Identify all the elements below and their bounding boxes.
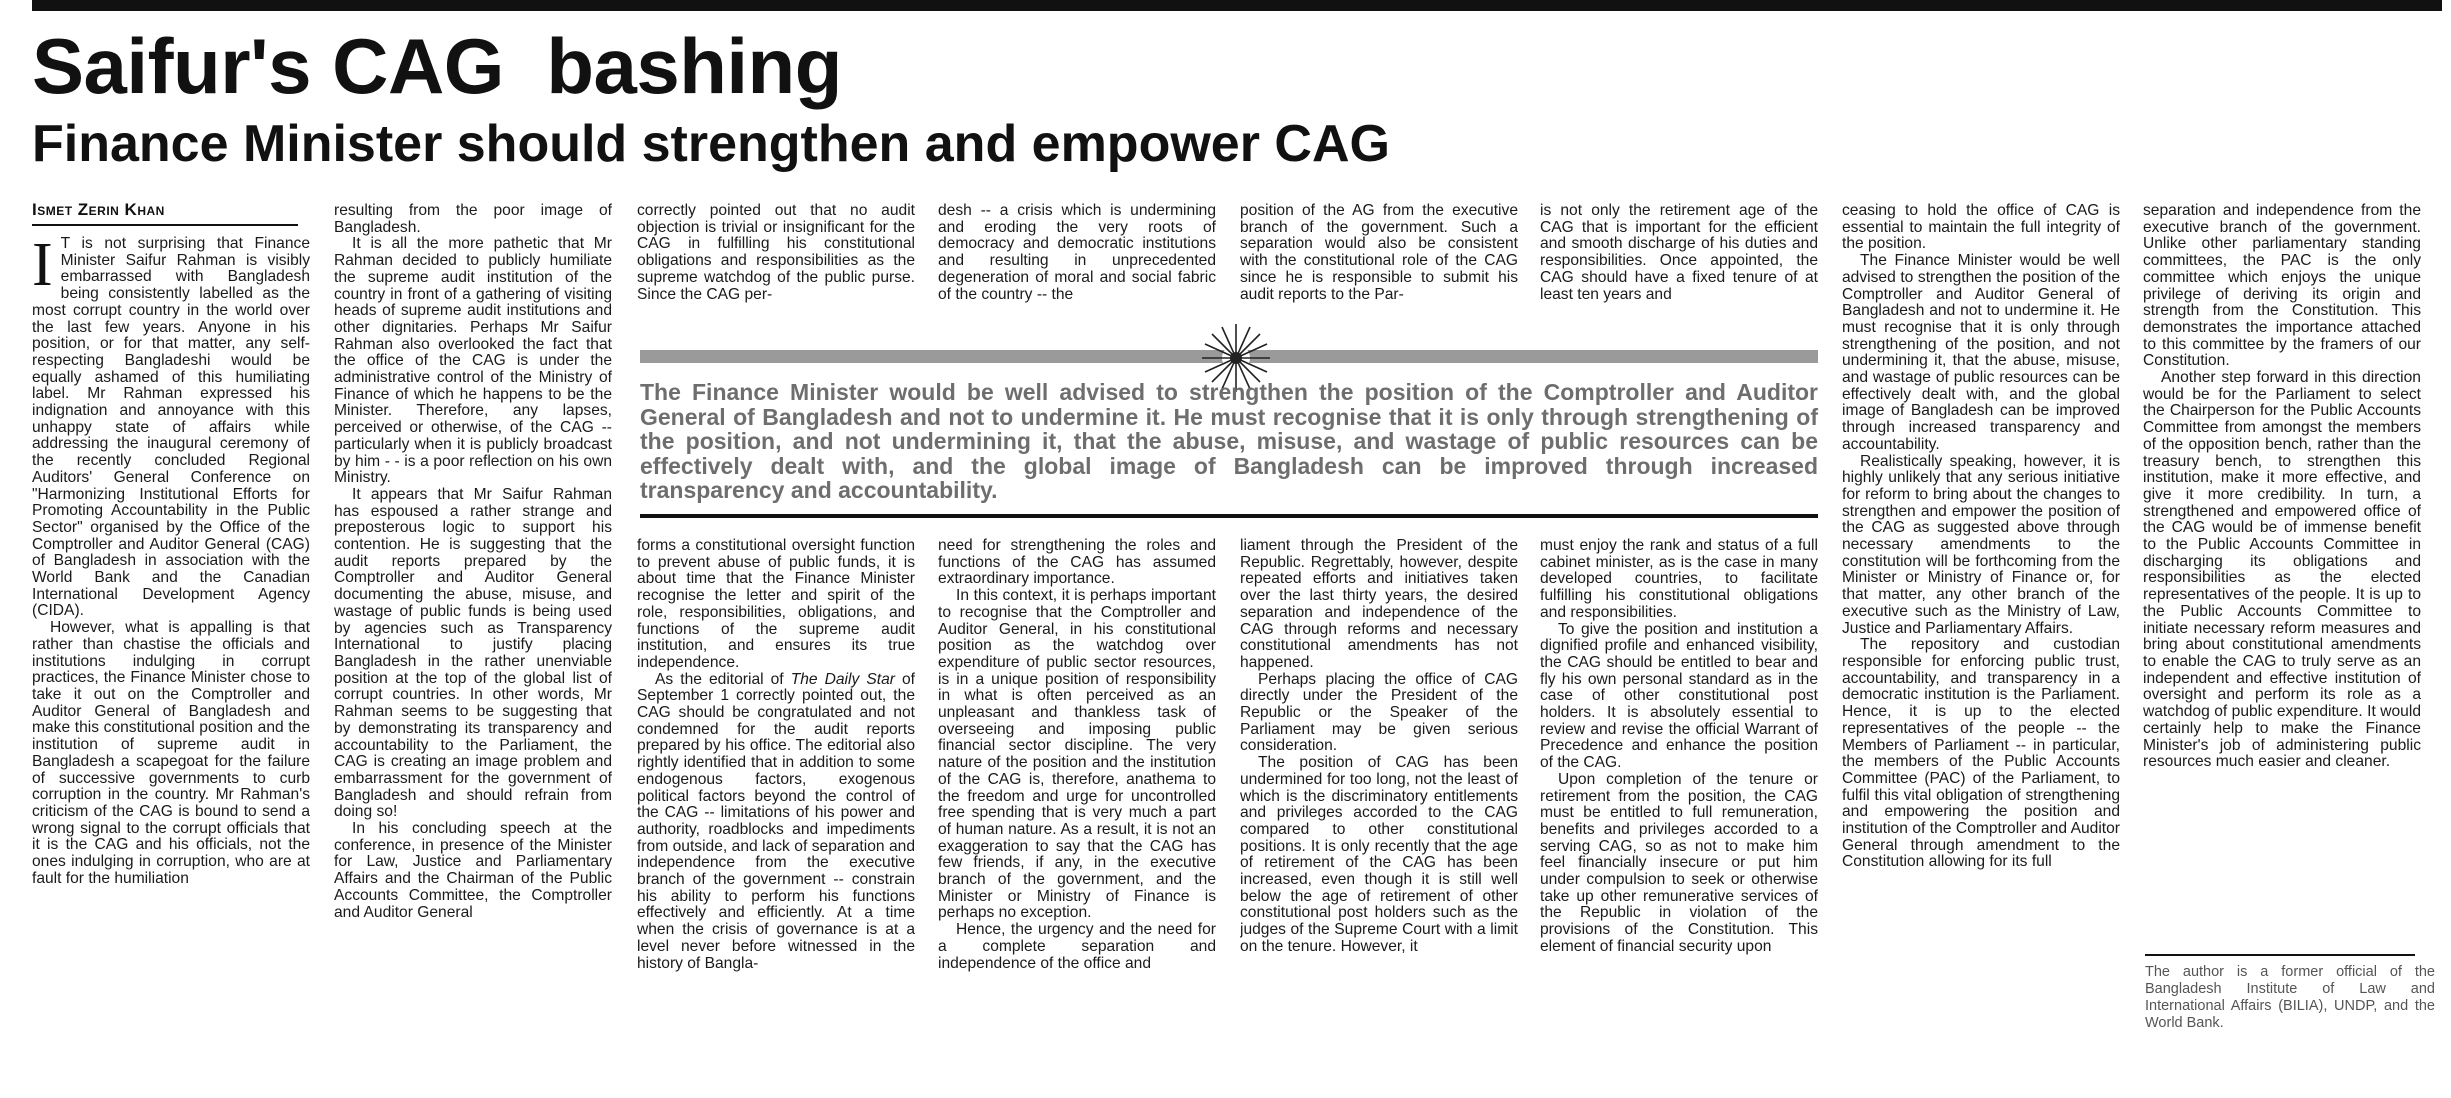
column-6-top [1540,203,1818,323]
paragraph: Perhaps placing the office of CAG directly under the President of the Republic or the Speaker of the Parliament may be given serious consideration. [1240,670,1518,755]
paragraph [32,236,310,620]
paragraph-text: of September 1 correctly pointed out, the CAG should be congratulated and not condemned for the audit reports prepared by his office. The editorial also rightly identified that in addition to some endogenous factors, exogenous political factors beyond the control of the CAG -- limitations of his power and authority, roadblocks and impediments from outside, and lack of separation and independence from the executive branch of the government -- constrain his ability to perform his functions effectively and efficiently. At a time when the crisis of governance is at a level never before witnessed in the history of Bangla- [637,670,915,972]
paragraph: The position of CAG has been undermined for too long, not the least of which is the discriminatory entitlements and privileges accorded to the CAG compared to other constitutional positions. It is only recently that the age of retirement of the CAG has been increased, even though it is still well below the age of retirement of other constitutional post holders such as the judges of the Supreme Court with a limit on the tenure. However, it [1240,754,1518,955]
pullquote-rule [640,514,1818,518]
column-5-bottom [1240,538,1518,1088]
paragraph: It appears that Mr Saifur Rahman has espoused a rather strange and preposterous logic to support his contention. He is suggesting that the audit reports prepared by the Comptroller and Auditor General documenting the abuse, misuse, and wastage of public funds is being used by agencies such as Transparency International to justify placing Bangladesh in the rather unenviable position at the top of the global list of corrupt countries. In other words, Mr Rahman seems to be suggesting that by demonstrating its transparency and accountability to the Parliament, the CAG is creating an image problem and embarrassment for the government of Bangladesh and should refrain from doing so! [334,485,612,821]
column-2 [334,203,612,1088]
author-note: The author is a former official of the Bangladesh Institute of Law and International Affairs (BILIA), UNDP, and the World Bank. [2145,964,2435,1031]
paragraph: must enjoy the rank and status of a full cabinet minister, as is the case in many developed countries, to facilitate fulfilling his constitutional obligations and responsibilities. [1540,538,1818,621]
paragraph-text: T is not surprising that Finance Minister Saifur Rahman is visibly embarrassed with Bangladesh being consistently labelled as the most corrupt country in the world over the last few years. Anyone in his position, or for that matter, any self-respecting Bangladeshi would be equally ashamed of this humiliating label. Mr Rahman expressed his indignation and annoyance with this unhappy state of affairs while addressing the inaugural ceremony of the recently concluded Regional Auditors' General Conference on "Harmonizing Institutional Efforts for Promoting Accountability in the Public Sector" organised by the Office of the Comptroller and Auditor General (CAG) of Bangladesh in association with the World Bank and the Canadian International Development Agency (CIDA). [32,236,310,620]
column-4-top [938,203,1216,323]
subheadline: Finance Minister should strengthen and empower CAG [32,115,1390,173]
top-rule [32,0,2442,11]
paragraph: To give the position and institution a dignified profile and enhanced visibility, the CAG should be entitled to bear and fly his own personal standard as in the case of other constitutional post holders. It is absolutely essential to review and revise the official Warrant of Precedence and enhance the position of the CAG. [1540,620,1818,772]
paragraph: In this context, it is perhaps important to recognise that the Comptroller and Auditor General, in his constitutional position as the watchdog over expenditure of public sector resources, is in a unique position of responsibility in what is often perceived as an unpleasant and thankless task of overseeing and imposing public financial sector discipline. The very nature of the position and the institution of the CAG is, therefore, anathema to the freedom and urge for uncontrolled free spending that is very much a part of human nature. As a result, it is not an exaggeration to say that the CAG has few friends, if any, in the executive branch of the government, and the Minister or Ministry of Finance is perhaps no exception. [938,587,1216,922]
paragraph [637,672,915,973]
column-8 [2143,203,2421,951]
paragraph: Realistically speaking, however, it is highly unlikely that any serious initiative for reform to bring about the changes to strengthen and empower the position of the CAG as suggested above through necessary amendments to the constitution will be forthcoming from the Minister or Ministry of Finance or, for that matter, any other branch of the executive such as the Ministry of Law, Justice and Parliamentary Affairs. [1842,452,2120,637]
paragraph: resulting from the poor image of Bangladesh. [334,203,612,236]
paragraph: Hence, the urgency and the need for a complete separation and independence of the office and [938,921,1216,972]
paragraph: It is all the more pathetic that Mr Rahman decided to publicly humiliate the supreme audit institution of the country in front of a gathering of visiting heads of supreme audit institutions and other dignitaries. Perhaps Mr Saifur Rahman also overlooked the fact that the office of the CAG is under the administrative control of the Ministry of Finance of which he happens to be the Minister. Therefore, any lapses, perceived or otherwise, of the CAG -- particularly when it is publicly broadcast by him - - is a poor reflection on his own Ministry. [334,235,612,487]
column-5-top [1240,203,1518,323]
paragraph: desh -- a crisis which is undermining and eroding the very roots of democracy and democratic institutions and resulting in unprecedented degeneration of moral and social fabric of the country -- the [938,203,1216,303]
pullquote-box [640,330,1818,518]
column-3-top [637,203,915,323]
author-note-rule [2145,954,2415,956]
paragraph: position of the AG from the executive branch of the government. Such a separation would also be consistent with the constitutional role of the CAG since he is responsible to submit his audit reports to the Par- [1240,203,1518,303]
column-6-bottom [1540,538,1818,1088]
pullquote-text: The Finance Minister would be well advised to strengthen the position of the Comptroller and Auditor General of Bangladesh and not to undermine it. He must recognise that it is only through strengthening of the position, and not undermining it, that the abuse, misuse, and wastage of public resources can be effectively dealt with, and the global image of Bangladesh can be improved through increased transparency and accountability. [640,379,1818,503]
paragraph: separation and independence from the executive branch of the government. Unlike other parliamentary standing committees, the PAC is the only committee which enjoys the unique privilege of deriving its origin and strength from the Constitution. This demonstrates the importance attached to this committee by the framers of our Constitution. [2143,203,2421,370]
headline: Saifur's CAG bashing [32,22,842,110]
paragraph: correctly pointed out that no audit objection is trivial or insignificant for the CAG in fulfilling his constitutional obligations and responsibilities as the supreme watchdog of the public purse. Since the CAG per- [637,203,915,303]
paragraph: However, what is appalling is that rather than chastise the officials and institutions indulging in corrupt practices, the Finance Minister chose to take it out on the Comptroller and Auditor General of Bangladesh and make this constitutional position and the institution of supreme audit in Bangladesh a scapegoat for the failure of successive governments to curb corruption in the country. Mr Rahman's criticism of the CAG is bound to send a wrong signal to the corrupt officials that it is the CAG and his officials, not the ones indulging in corruption, who are at fault for the humiliation [32,619,310,887]
paragraph: The Finance Minister would be well advised to strengthen the position of the Comptroller and Auditor General of Bangladesh and not to undermine it. He must recognise that it is only through strengthening of the position, and not undermining it, that the abuse, misuse, and wastage of public resources can be effectively dealt with, and the global image of Bangladesh can be improved through increased transparency and accountability. [1842,252,2120,453]
paragraph: is not only the retirement age of the CAG that is important for the efficient and smooth discharge of his duties and responsibilities. Once appointed, the CAG should have a fixed tenure of at least ten years and [1540,203,1818,303]
paragraph: liament through the President of the Republic. Regrettably, however, despite repeated efforts and initiatives taken over the last thirty years, the desired separation and independence of the CAG through reforms and necessary constitutional amendments has not happened. [1240,538,1518,671]
dropcap: I [32,236,53,299]
paragraph: Another step forward in this direction would be for the Parliament to select the Chairperson for the Public Accounts Committee from amongst the members of the opposition bench, rather than the treasury bench, to strengthen this institution, make it more effective, and give it more credibility. In turn, a strengthened and empowered office of the CAG would be of immense benefit to the Public Accounts Committee in discharging its obligations and responsibilities as the elected representatives of the people. It is up to the Public Accounts Committee to initiate necessary reform measures and bring about constitutional amendments to enable the CAG to truly serve as an independent and effective institution of oversight and perform its role as a watchdog of public expenditure. It would certainly help to make the Finance Minister's job of administering public resources much easier and cleaner. [2143,369,2421,771]
byline: Ismet Zerin Khan [32,200,298,226]
paragraph: The repository and custodian responsible for enforcing public trust, accountability, and transparency in a democratic institution is the Parliament. Hence, it is up to the elected representatives of the people -- the Members of Parliament -- in particular, the members of the Public Accounts Committee (PAC) of the Parliament, to fulfil this vital obligation of strengthening and empowering the position and institution of the Comptroller and Auditor General through amendment to the Constitution allowing for its full [1842,636,2120,871]
paragraph: need for strengthening the roles and functions of the CAG has assumed extraordinary importance. [938,538,1216,588]
column-1 [32,236,310,1086]
newspaper-title: The Daily Star [790,670,895,688]
paragraph-text: As the editorial of [655,670,791,688]
column-3-bottom [637,538,915,1088]
paragraph: ceasing to hold the office of CAG is essential to maintain the full integrity of the position. [1842,203,2120,253]
paragraph: Upon completion of the tenure or retirement from the position, the CAG must be entitled to full remuneration, benefits and privileges accorded to a serving CAG, so as not to make him feel financially insecure or put him under compulsion to seek or otherwise take up other remunerative services of the Republic in violation of the provisions of the Constitution. This element of financial security upon [1540,770,1818,955]
column-7 [1842,203,2120,1088]
paragraph: In his concluding speech at the conference, in presence of the Minister for Law, Justice and Parliamentary Affairs and the Chairman of the Public Accounts Committee, the Comptroller and Auditor General [334,820,612,921]
column-4-bottom [938,538,1216,1088]
paragraph: forms a constitutional oversight function to prevent abuse of public funds, it is about time that the Finance Minister recognise the letter and spirit of the role, responsibilities, obligations, and functions of the supreme audit institution, and ensures its true independence. [637,538,915,671]
